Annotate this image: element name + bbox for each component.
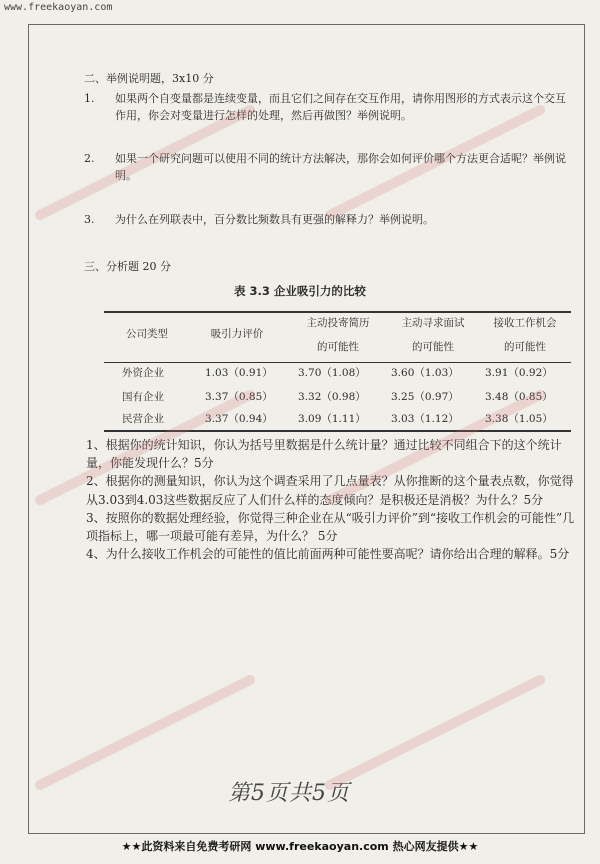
table-cell: 3.37（0.94）: [205, 413, 273, 425]
question-number: 2.: [84, 152, 95, 165]
section-heading-analysis: 三、分析题 20 分: [84, 260, 171, 273]
table-cell: 民营企业: [122, 413, 164, 425]
table-header-cell: 接收工作机会: [493, 317, 557, 329]
table-cell: 3.03（1.12）: [391, 413, 459, 425]
table-header-cell: 的可能性: [412, 341, 454, 353]
table-header-cell: 公司类型: [126, 328, 168, 340]
analysis-question-4: 4、为什么接收工作机会的可能性的值比前面两种可能性要高呢？请你给出合理的解释。5分: [86, 547, 570, 562]
question-number: 1.: [84, 92, 95, 105]
section-heading-examples: 二、举例说明题，3x10 分: [84, 72, 214, 85]
analysis-question-1: 1、根据你的统计知识，你认为括号里数据是什么统计量？通过比较不同组合下的这个统计量，你能发现什么？5分: [86, 438, 562, 471]
handwritten-page-number: 第5页共5页: [228, 781, 350, 806]
source-footer: ★★此资料来自免费考研网 www.freekaoyan.com 热心网友提供★★: [121, 840, 479, 853]
table-cell: 3.37（0.85）: [205, 391, 273, 403]
question-text: 如果两个自变量都是连续变量，而且它们之间存在交互作用，请你用图形的方式表示这个交互作用，你会对变量进行怎样的处理，然后再做图？举例说明。: [115, 92, 566, 122]
table-cell: 3.32（0.98）: [298, 391, 366, 403]
table-cell: 3.25（0.97）: [391, 391, 459, 403]
table-cell: 3.09（1.11）: [298, 413, 366, 425]
table-cell: 3.70（1.08）: [298, 367, 366, 379]
table-cell: 3.60（1.03）: [391, 367, 459, 379]
question-number: 3.: [84, 213, 95, 226]
table-cell: 3.48（0.85）: [485, 391, 553, 403]
table-header-cell: 吸引力评价: [210, 328, 264, 340]
table-header-cell: 的可能性: [317, 341, 359, 353]
table-cell: 3.91（0.92）: [485, 367, 553, 379]
table-header-cell: 的可能性: [504, 341, 546, 353]
question-text: 为什么在列联表中，百分数比频数具有更强的解释力？举例说明。: [115, 213, 434, 226]
table-top-rule: [104, 311, 571, 313]
table-cell: 国有企业: [122, 391, 164, 403]
page-frame: [28, 24, 585, 834]
table-cell: 1.03（0.91）: [205, 367, 273, 379]
table-header-cell: 主动投寄简历: [306, 317, 370, 329]
table-cell: 外资企业: [122, 367, 164, 379]
analysis-questions: [86, 436, 578, 563]
table-header-cell: 主动寻求面试: [401, 317, 465, 329]
table-title: 表 3.3 企业吸引力的比较: [234, 284, 366, 298]
analysis-question-2: 2、根据你的测量知识，你认为这个调查采用了几点量表？从你推断的这个量表点数，你觉得从3.03到4.03这些数据反应了人们什么样的态度倾向？是积极还是消极？为什么？5分: [86, 474, 574, 507]
site-tag: www.freekaoyan.com: [4, 2, 113, 13]
table-cell: 3.38（1.05）: [485, 413, 553, 425]
table-header-rule: [104, 362, 571, 363]
table-bottom-rule: [104, 430, 571, 432]
question-text: 如果一个研究问题可以使用不同的统计方法解决，那你会如何评价哪个方法更合适呢？举例说明。: [115, 152, 566, 182]
analysis-question-3: 3、按照你的数据处理经验，你觉得三种企业在从“吸引力评价”到“接收工作机会的可能性”几项指标上，哪一项最可能有差异，为什么？ 5分: [86, 510, 575, 544]
